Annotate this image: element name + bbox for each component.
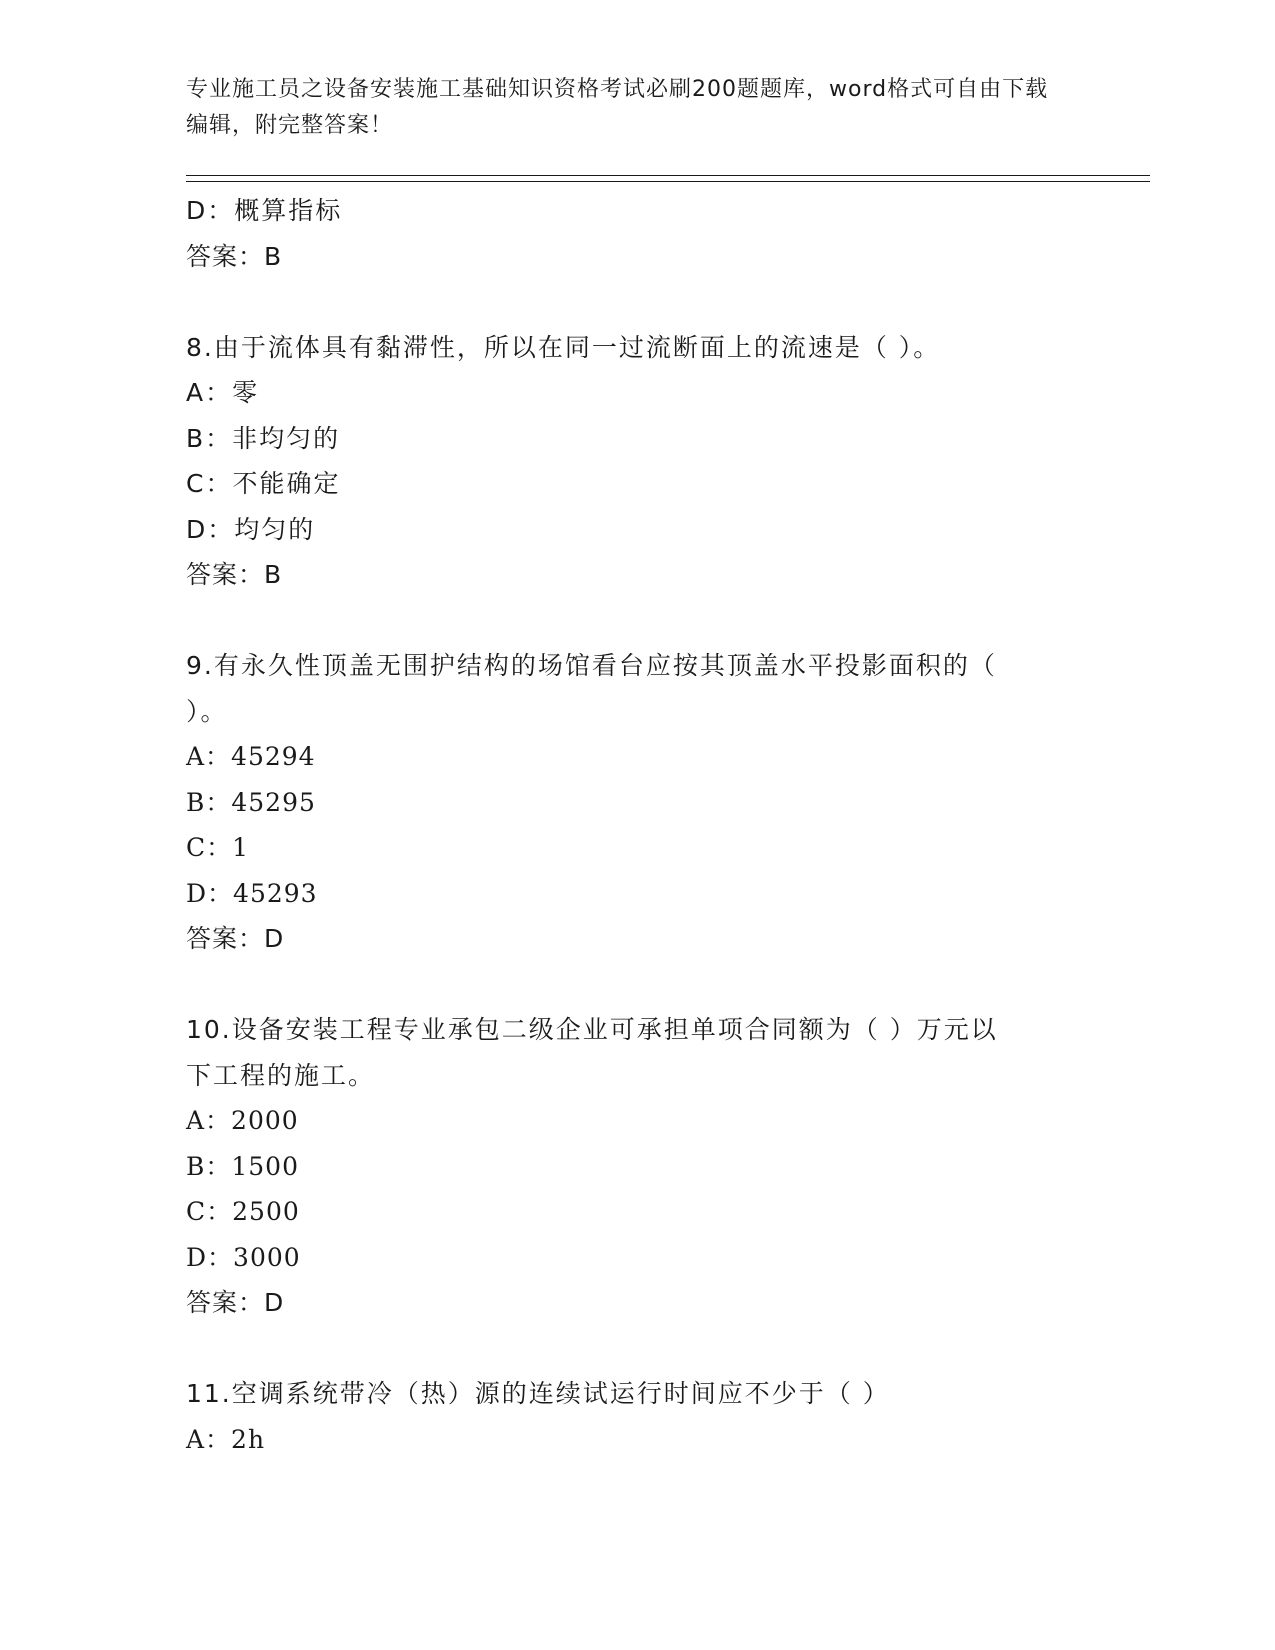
answer: 答案：D [186, 1288, 285, 1317]
question-stem: 10.设备安装工程专业承包二级企业可承担单项合同额为（ ）万元以 [186, 1015, 998, 1044]
spacer [186, 1326, 1066, 1372]
answer: 答案：B [186, 560, 283, 589]
question-block [186, 1007, 1066, 1326]
question-block [186, 643, 1066, 962]
question-block [186, 1371, 1066, 1462]
option-d: D：概算指标 [186, 196, 343, 225]
spacer [186, 598, 1066, 644]
answer: 答案：D [186, 924, 285, 953]
option-c: C：2500 [186, 1197, 300, 1226]
option-d: D：45293 [186, 878, 318, 908]
question-list [186, 188, 1066, 1462]
header-double-rule [186, 175, 1150, 182]
spacer [186, 962, 1066, 1008]
option-a: A：2h [186, 1424, 266, 1454]
option-d: D：均匀的 [186, 514, 316, 544]
option-d: D：3000 [186, 1242, 301, 1272]
answer: 答案：B [186, 241, 283, 271]
option-a: A：零 [186, 378, 260, 407]
option-a: A：2000 [186, 1106, 299, 1135]
spacer [186, 279, 1066, 325]
option-b: B：1500 [186, 1151, 299, 1181]
option-b: B：非均匀的 [186, 423, 341, 453]
page-header [186, 72, 1066, 144]
document-title: 专业施工员之设备安装施工基础知识资格考试必刷200题题库，word格式可自由下载编辑，附完整答案！ [186, 77, 1049, 138]
question-stem-continued: ）。 [186, 696, 228, 726]
question-stem: 8.由于流体具有黏滞性，所以在同一过流断面上的流速是（ ）。 [186, 332, 941, 362]
option-c: C：1 [186, 833, 250, 862]
option-c: C：不能确定 [186, 469, 341, 498]
option-a: A：45294 [186, 742, 316, 771]
question-block [186, 325, 1066, 598]
question-stem: 11.空调系统带冷（热）源的连续试运行时间应不少于（ ） [186, 1379, 890, 1408]
question-stem: 9.有永久性顶盖无围护结构的场馆看台应按其顶盖水平投影面积的（ [186, 651, 997, 680]
question-stem-continued: 下工程的施工。 [186, 1060, 376, 1090]
option-b: B：45295 [186, 787, 316, 817]
